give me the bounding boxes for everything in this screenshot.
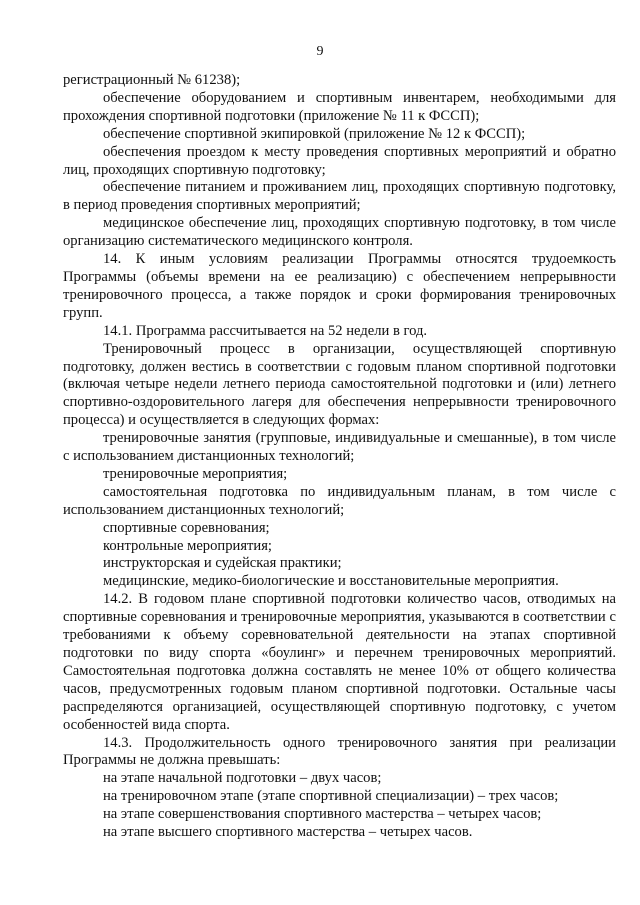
paragraph: обеспечения проездом к месту проведения спортивных мероприятий и обратно лиц, проходящих спортивную подготовку; xyxy=(63,143,616,178)
paragraph: тренировочные мероприятия; xyxy=(103,465,288,482)
paragraph: спортивные соревнования; xyxy=(103,519,270,536)
paragraph: 14.1. Программа рассчитывается на 52 недели в год. xyxy=(103,322,428,339)
paragraph: 14.3. Продолжительность одного тренировочного занятия при реализации Программы не должна превышать: xyxy=(63,734,616,769)
page-number: 9 xyxy=(316,44,324,59)
paragraph: медицинское обеспечение лиц, проходящих спортивную подготовку, в том числе организацию систематического медицинского контроля. xyxy=(63,215,616,250)
document-body xyxy=(63,72,616,842)
paragraph: инструкторская и судейская практики; xyxy=(103,555,342,572)
paragraph: обеспечение спортивной экипировкой (приложение № 12 к ФССП); xyxy=(103,125,526,142)
list-item: на тренировочном этапе (этапе спортивной специализации) – трех часов; xyxy=(103,788,559,805)
list-item: на этапе высшего спортивного мастерства – четырех часов. xyxy=(103,824,473,841)
paragraph: 14.2. В годовом плане спортивной подготовки количество часов, отводимых на спортивные соревнования и тренировочные мероприятия, указываются в соответствии с требованиями к объему соревновательной деятельности на этапах спортивной подготовки по виду спорта «боулинг» и перечнем тренировочных мероприятий. Самостоятельная подготовка должна составлять не менее 10% от общего количества часов, предусмотренных годовым планом спортивной подготовки. Остальные часы распределяются организацией, осуществляющей спортивную подготовку, с учетом особенностей вида спорта. xyxy=(63,591,616,733)
paragraph: обеспечение питанием и проживанием лиц, проходящих спортивную подготовку, в период проведения спортивных мероприятий; xyxy=(63,179,616,214)
paragraph: 14. К иным условиям реализации Программы относятся трудоемкость Программы (объемы времени на ее реализацию) с обеспечением непрерывности тренировочного процесса, а также порядок и сроки формирования тренировочных групп. xyxy=(63,251,616,321)
paragraph: обеспечение оборудованием и спортивным инвентарем, необходимыми для прохождения спортивной подготовки (приложение № 11 к ФССП); xyxy=(63,89,616,124)
paragraph: регистрационный № 61238); xyxy=(63,72,241,88)
list-item: на этапе начальной подготовки – двух часов; xyxy=(103,770,382,787)
paragraph: самостоятельная подготовка по индивидуальным планам, в том числе с использованием дистанционных технологий; xyxy=(63,483,616,518)
paragraph: контрольные мероприятия; xyxy=(103,537,272,554)
paragraph: медицинские, медико-биологические и восстановительные мероприятия. xyxy=(103,573,559,590)
list-item: на этапе совершенствования спортивного мастерства – четырех часов; xyxy=(103,806,542,823)
paragraph: Тренировочный процесс в организации, осуществляющей спортивную подготовку, должен вестись в соответствии с годовым планом спортивной подготовки (включая четыре недели летнего периода самостоятельной подготовки и (или) летнего спортивно-оздоровительного лагеря для обеспечения непрерывности тренировочного процесса) и осуществляется в следующих формах: xyxy=(63,340,616,429)
paragraph: тренировочные занятия (групповые, индивидуальные и смешанные), в том числе с использованием дистанционных технологий; xyxy=(63,430,616,465)
